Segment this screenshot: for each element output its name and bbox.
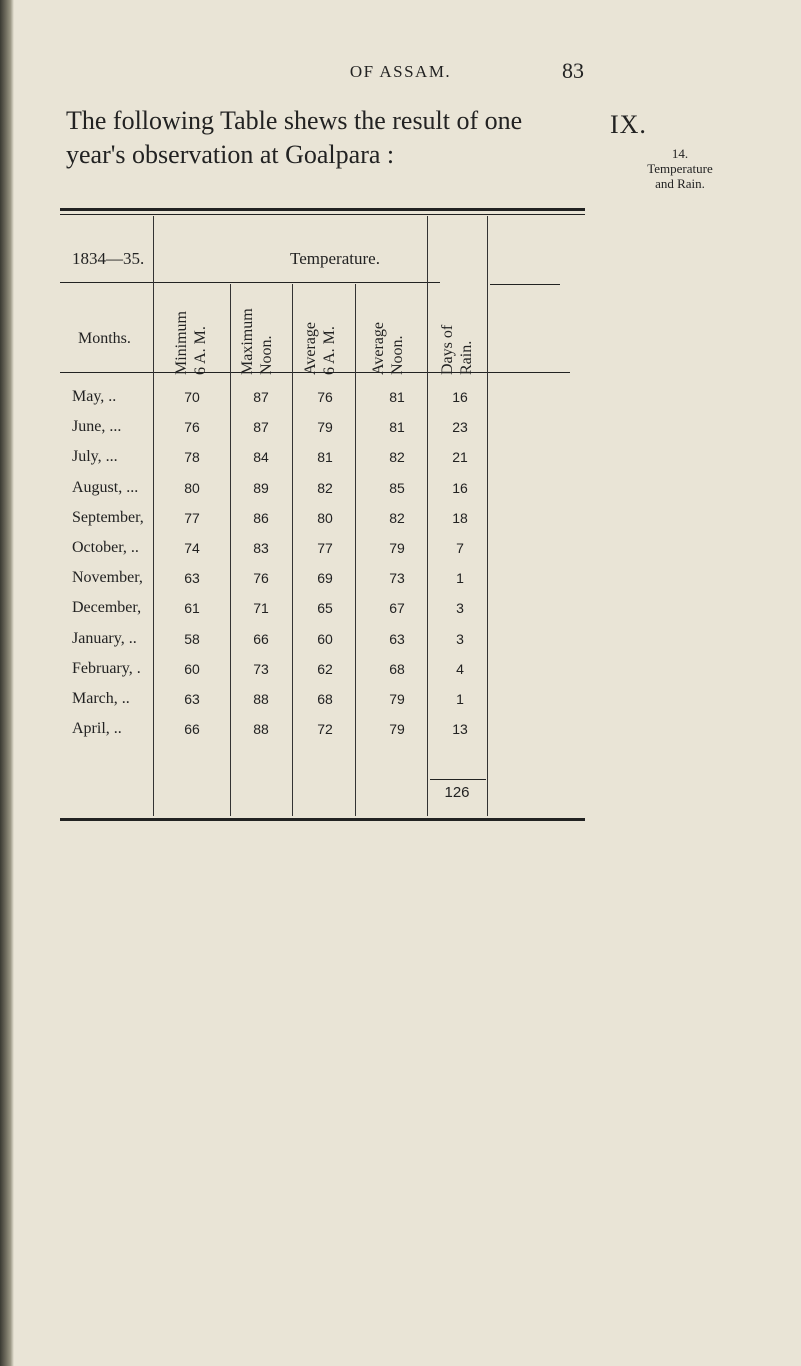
table-cell: 81 <box>389 389 405 405</box>
table-cell: 82 <box>317 480 333 496</box>
table-cell: 89 <box>253 480 269 496</box>
table-cell: 86 <box>253 510 269 526</box>
table-cell: 78 <box>184 449 200 465</box>
col-divider-3 <box>292 284 293 816</box>
table-cell: 63 <box>184 691 200 707</box>
row-month-label: March, .. <box>72 690 130 707</box>
table-cell: 72 <box>317 721 333 737</box>
table-cell: 3 <box>456 600 464 616</box>
table-cell: 79 <box>389 721 405 737</box>
intro-line-2: year's observation at Goalpara : <box>66 140 395 169</box>
col-header-line: Average <box>302 322 319 375</box>
table-cell: 16 <box>452 389 468 405</box>
table-cell: 88 <box>253 721 269 737</box>
table-cell: 63 <box>389 631 405 647</box>
row-month-label: October, .. <box>72 539 139 556</box>
table-cell: 65 <box>317 600 333 616</box>
intro-paragraph <box>66 104 522 172</box>
table-cell: 76 <box>317 389 333 405</box>
table-cell: 68 <box>317 691 333 707</box>
table-cell: 74 <box>184 540 200 556</box>
table-cell: 21 <box>452 449 468 465</box>
table-cell: 70 <box>184 389 200 405</box>
table-cell: 73 <box>253 661 269 677</box>
total-rain-days: 126 <box>444 784 470 801</box>
row-month-label: August, ... <box>72 479 139 496</box>
col-divider-6 <box>487 216 488 816</box>
col-divider-4 <box>355 284 356 816</box>
section-number: IX. <box>610 110 647 139</box>
col-header-line: 6 A. M. <box>321 326 338 375</box>
col-divider-5 <box>427 216 428 816</box>
table-top-rule <box>60 208 585 211</box>
table-cell: 76 <box>253 570 269 586</box>
table-cell: 87 <box>253 389 269 405</box>
row-month-label: September, <box>72 509 144 526</box>
col-header-line: Rain. <box>458 340 475 375</box>
table-cell: 85 <box>389 480 405 496</box>
col-header-maximum <box>238 285 282 375</box>
temperature-group-header: Temperature. <box>290 249 380 268</box>
table-cell: 16 <box>452 480 468 496</box>
table-cell: 66 <box>253 631 269 647</box>
table-cell: 23 <box>452 419 468 435</box>
table-cell: 7 <box>456 540 464 556</box>
table-cell: 69 <box>317 570 333 586</box>
table-cell: 3 <box>456 631 464 647</box>
row-month-label: November, <box>72 569 143 586</box>
running-header: OF ASSAM. <box>349 62 452 81</box>
col-header-line: Days of <box>439 324 456 375</box>
col-header-line: 6 A. M. <box>192 326 209 375</box>
intro-line-1: The following Table shews the result of one <box>66 106 523 135</box>
page-number: 83 <box>562 58 584 83</box>
table-cell: 88 <box>253 691 269 707</box>
table-cell: 63 <box>184 570 200 586</box>
table-cell: 76 <box>184 419 200 435</box>
table-cell: 71 <box>253 600 269 616</box>
table-cell: 60 <box>317 631 333 647</box>
row-month-label: May, .. <box>72 388 117 405</box>
table-cell: 4 <box>456 661 464 677</box>
col-header-minimum <box>172 285 216 375</box>
table-bottom-rule <box>60 818 585 821</box>
table-cell: 80 <box>184 480 200 496</box>
table-cell: 77 <box>317 540 333 556</box>
col-divider-1 <box>153 216 154 816</box>
table-cell: 73 <box>389 570 405 586</box>
table-cell: 84 <box>253 449 269 465</box>
table-cell: 66 <box>184 721 200 737</box>
table-cell: 13 <box>452 721 468 737</box>
col-header-line: Noon. <box>389 335 406 375</box>
table-cell: 62 <box>317 661 333 677</box>
side-note-line-1: Temperature <box>647 161 713 176</box>
table-cell: 77 <box>184 510 200 526</box>
months-header: Months. <box>78 330 131 347</box>
side-note-number: 14. <box>671 146 689 161</box>
year-label: 1834—35. <box>72 249 145 268</box>
table-cell: 79 <box>389 540 405 556</box>
table-cell: 82 <box>389 510 405 526</box>
side-note <box>590 146 770 191</box>
table-cell: 81 <box>389 419 405 435</box>
row-month-label: April, .. <box>72 720 122 737</box>
table-cell: 18 <box>452 510 468 526</box>
table-top-rule-thin <box>60 214 585 215</box>
col-header-line: Average <box>370 322 387 375</box>
book-spine-shadow <box>0 0 14 1366</box>
table-cell: 60 <box>184 661 200 677</box>
table-cell: 82 <box>389 449 405 465</box>
row-month-label: July, ... <box>72 448 118 465</box>
col-header-average-morning <box>301 285 345 375</box>
table-cell: 61 <box>184 600 200 616</box>
table-cell: 58 <box>184 631 200 647</box>
row-month-label: February, . <box>72 660 141 677</box>
table-cell: 87 <box>253 419 269 435</box>
col-header-average-noon <box>369 285 413 375</box>
col-header-line: Noon. <box>258 335 275 375</box>
row-month-label: June, ... <box>72 418 122 435</box>
table-cell: 1 <box>456 570 464 586</box>
table-cell: 68 <box>389 661 405 677</box>
table-cell: 67 <box>389 600 405 616</box>
col-header-line: Minimum <box>173 310 190 375</box>
total-rule <box>430 779 486 780</box>
right-header-rule <box>490 284 560 285</box>
table-cell: 79 <box>389 691 405 707</box>
table-cell: 83 <box>253 540 269 556</box>
table-cell: 81 <box>317 449 333 465</box>
row-month-label: December, <box>72 599 142 616</box>
row-month-label: January, .. <box>72 630 137 647</box>
side-note-line-2: and Rain. <box>655 176 705 191</box>
group-header-rule <box>60 282 440 283</box>
col-header-days-of-rain <box>438 285 482 375</box>
table-cell: 1 <box>456 691 464 707</box>
table-cell: 79 <box>317 419 333 435</box>
col-header-line: Maximum <box>239 308 256 375</box>
col-divider-2 <box>230 284 231 816</box>
table-cell: 80 <box>317 510 333 526</box>
